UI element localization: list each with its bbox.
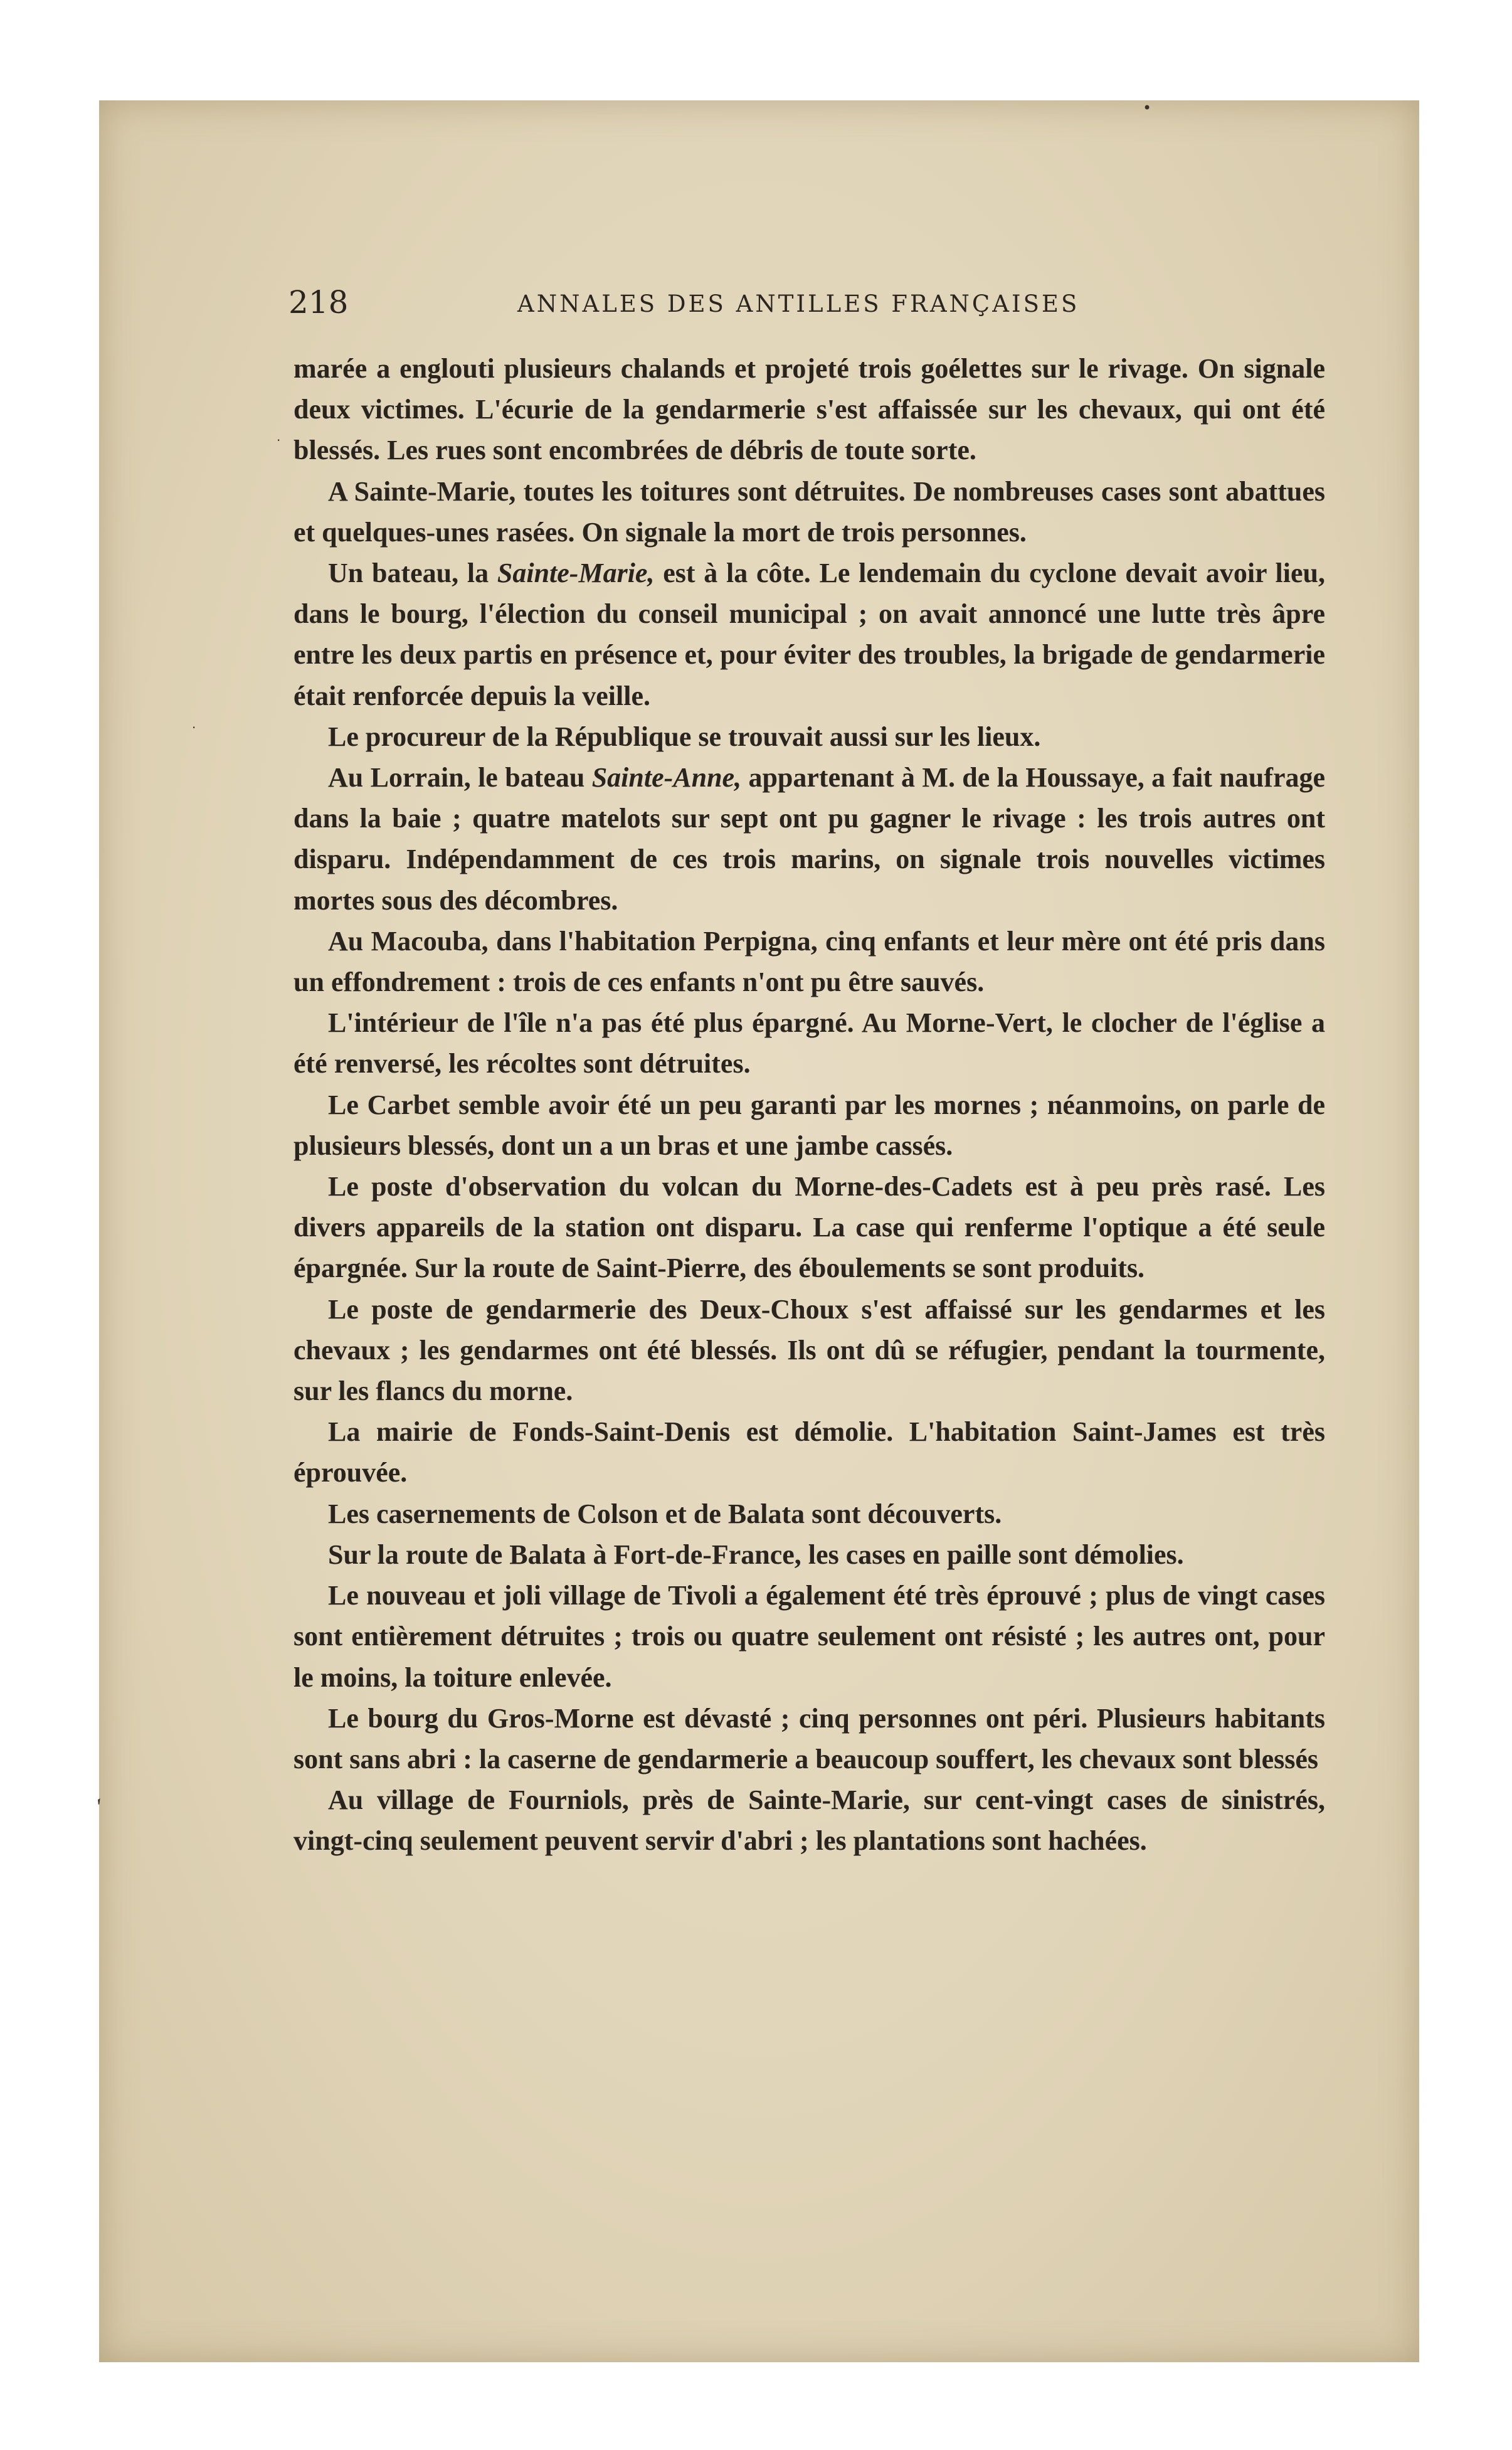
paragraph: Le poste d'observation du volcan du Morne-des-Cadets est à peu près rasé. Les divers appareils de la station ont disparu. La case qui renferme l'optique a été seule épargnée. Sur la route de Saint-Pierre, des éboulements se sont produits. <box>293 1171 1325 1284</box>
paragraph: Le Carbet semble avoir été un peu garanti par les mornes ; néanmoins, on parle de plusieurs blessés, dont un a un bras et une jambe cassés. <box>293 1089 1325 1161</box>
margin-dot-middle: · <box>192 720 196 735</box>
paragraph: Au Macouba, dans l'habitation Perpigna, cinq enfants et leur mère ont été pris dans un effondrement : trois de ces enfants n'ont pu être sauvés. <box>293 925 1325 998</box>
body-text <box>293 348 1325 1862</box>
text-segment: Au Lorrain, le bateau <box>328 762 592 793</box>
running-header <box>288 284 1323 321</box>
paragraph: La mairie de Fonds-Saint-Denis est démolie. L'habitation Saint-James est très éprouvée. <box>293 1416 1325 1488</box>
margin-dot-left: · <box>277 433 281 448</box>
running-title: ANNALES DES ANTILLES FRANÇAISES <box>517 290 1080 317</box>
paragraph: A Sainte-Marie, toutes les toitures sont détruites. De nombreuses cases sont abattues et quelques-unes rasées. On signale la mort de trois personnes. <box>293 475 1325 548</box>
italic-name: Sainte-Marie, <box>497 558 655 589</box>
paragraph <box>293 553 1325 716</box>
paragraph: Le procureur de la République se trouvait aussi sur les lieux. <box>328 721 1041 752</box>
text-segment: appartenant à M. de la Houssaye, a fait naufrage dans la baie ; quatre matelots sur sept ont pu gagner le rivage : les trois autres ont disparu. Indépendamment de ces trois marins, on signale trois nouvelles victimes mortes sous des décombres. <box>293 762 1325 916</box>
paragraph: Au village de Fourniols, près de Sainte-Marie, sur cent-vingt cases de sinistrés, vingt-cinq seulement peuvent servir d'abri ; les plantations sont hachées. <box>293 1784 1325 1857</box>
margin-tick-mark: ′ <box>93 1794 113 1823</box>
paragraph: Le bourg du Gros-Morne est dévasté ; cinq personnes ont péri. Plusieurs habitants sont sans abri : la caserne de gendarmerie a beaucoup souffert, les chevaux sont blessés <box>293 1702 1325 1774</box>
page-number: 218 <box>288 284 349 321</box>
paragraph <box>293 757 1325 921</box>
paragraph: L'intérieur de l'île n'a pas été plus épargné. Au Morne-Vert, le clocher de l'église a été renversé, les récoltes sont détruites. <box>293 1007 1325 1079</box>
italic-name: Sainte-Anne, <box>591 762 742 793</box>
text-segment: Un bateau, la <box>328 558 497 589</box>
paragraph: Le nouveau et joli village de Tivoli a également été très éprouvé ; plus de vingt cases sont entièrement détruites ; trois ou quatre seulement ont résisté ; les autres ont, pour le moins, la toiture enlevée. <box>293 1580 1325 1693</box>
paragraph: Sur la route de Balata à Fort-de-France, les cases en paille sont démolies. <box>328 1539 1184 1570</box>
text-segment: est à la côte. Le lendemain du cyclone devait avoir lieu, dans le bourg, l'élection du conseil municipal ; on avait annoncé une lutte très âpre entre les deux partis en présence et, pour éviter des troubles, la brigade de gendarmerie était renforcée depuis la veille. <box>293 558 1326 711</box>
paragraph: marée a englouti plusieurs chalands et projeté trois goélettes sur le rivage. On signale deux victimes. L'écurie de la gendarmerie s'est affaissée sur les chevaux, qui ont été blessés. Les rues sont encombrées de débris de toute sorte. <box>293 353 1325 466</box>
paragraph: Les casernements de Colson et de Balata sont découverts. <box>328 1498 1002 1529</box>
paragraph: Le poste de gendarmerie des Deux-Choux s'est affaissé sur les gendarmes et les chevaux ; les gendarmes ont été blessés. Ils ont dû se réfugier, pendant la tourmente, sur les flancs du morne. <box>293 1293 1325 1407</box>
margin-dot-top: • <box>1143 99 1152 117</box>
